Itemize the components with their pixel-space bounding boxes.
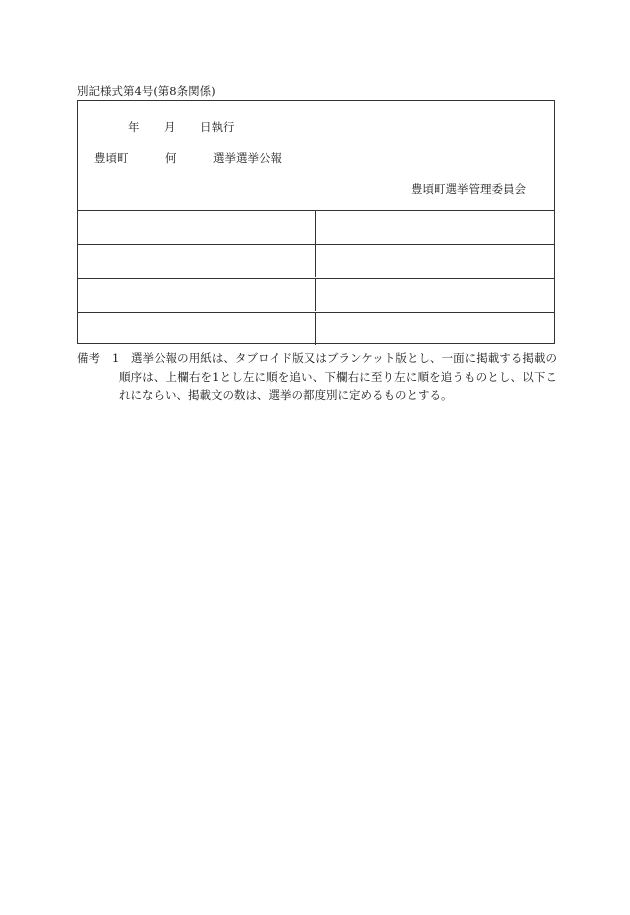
grid-row xyxy=(78,244,554,277)
remarks-number: 1 xyxy=(112,351,120,365)
election-what: 何 xyxy=(165,151,177,165)
grid-cell xyxy=(316,279,554,311)
grid-cell xyxy=(316,245,554,277)
committee-name: 豊頃町選挙管理委員会 xyxy=(411,182,526,196)
town-name: 豊頃町 xyxy=(94,151,129,165)
gazette-grid xyxy=(78,210,554,345)
grid-row xyxy=(78,312,554,345)
grid-cell xyxy=(78,211,316,244)
grid-cell xyxy=(78,245,316,277)
grid-row xyxy=(78,278,554,311)
remarks-text: 選挙公報の用紙は、タブロイド版又はブランケット版とし、一面に掲載する掲載の順序は、上欄右を1とし左に順を追い、下欄右に至り左に順を追うものとし、以下これにならい、掲載文の数は、選挙の都度別に定めるものとする。 xyxy=(119,351,557,402)
grid-cell xyxy=(78,313,316,345)
grid-row xyxy=(78,211,554,244)
month-label: 月 xyxy=(164,120,176,134)
remarks-label: 備考 xyxy=(77,351,100,365)
form-header xyxy=(78,101,554,210)
grid-cell xyxy=(78,279,316,311)
form-caption: 別記様式第4号(第8条関係) xyxy=(77,84,216,98)
grid-cell xyxy=(316,313,554,345)
gazette-form xyxy=(77,100,555,344)
day-exec-label: 日執行 xyxy=(200,120,235,134)
year-label: 年 xyxy=(128,120,140,134)
grid-cell xyxy=(316,211,554,244)
gazette-title: 選挙選挙公報 xyxy=(213,151,282,165)
